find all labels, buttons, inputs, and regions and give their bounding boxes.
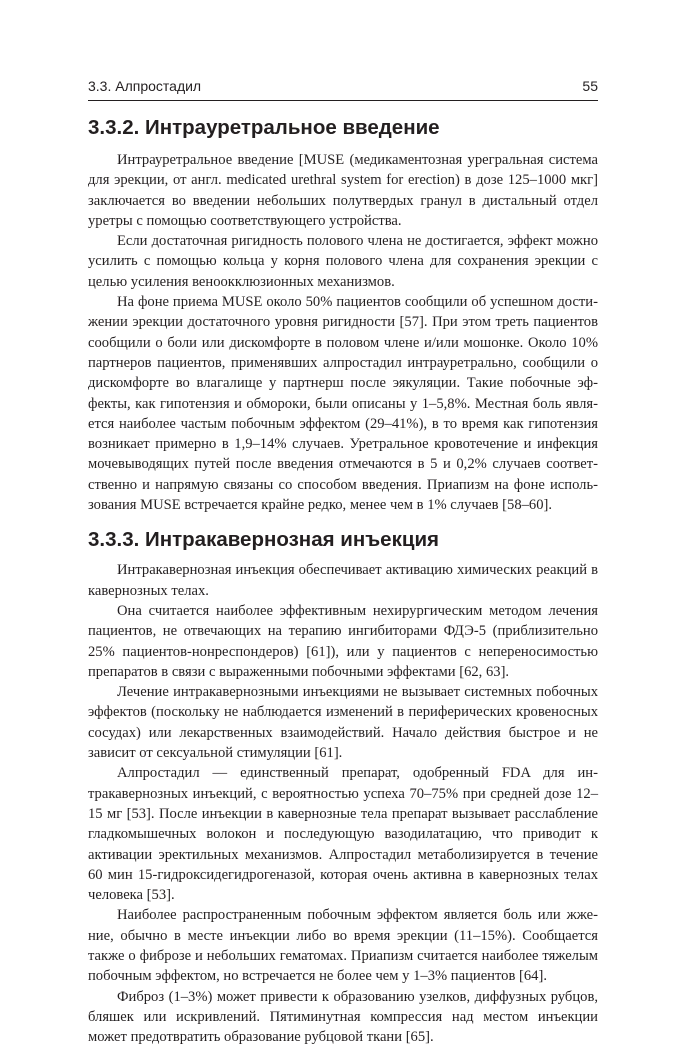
paragraph: Лечение интракавернозными инъекциями не вызывает системных побочных эффектов (поскольку не наблюдается изменений в периферических кровеносных сосудах) или лекарственных взаимодействий. Начало действия быстрое и не зависит от сексуальной стимуляции [61]. <box>88 684 598 762</box>
paragraph: Фиброз (1–3%) может привести к образованию узелков, диффузных рубцов, бляшек или искривлений. Пятиминутная компрессия над местом инъекции может предотвратить образование рубцовой ткани [65]. <box>88 988 598 1046</box>
paragraph: Алпростадил — единственный препарат, одобренный FDA для интракавернозных инъекций, с вероятностью успеха 70–75% при средней дозе 12–15 мг [53]. После инъекции в кавернозные тела препарат вызывает расслабление гладкомышечных волокон и последующую вазодилатацию, что приводит к активации эректильных механизмов. Алпростадил метаболизируется в течение 60 мин 15-гидроксидегидрогеназой, которая очень активна в кавернозных телах человека [53]. <box>88 765 598 904</box>
section-heading-3-3-2: 3.3.2. Интрауретральное введение <box>88 116 440 139</box>
page-content <box>88 111 598 1047</box>
paragraph: Интракавернозная инъекция обеспечивает активацию химических реакций в кавернозных телах. <box>88 562 598 599</box>
paragraph: На фоне приема MUSE около 50% пациентов сообщили об успешном достижении эрекции достаточного уровня ригидности [57]. При этом треть пациентов сообщили о боли или дискомфорте в половом члене и/или мошонке. Около 10% партнеров пациентов, применявших алпростадил интрауретрально, сообщили о дискомфорте во влагалище у партнерш после эякуляции. Такие побочные эффекты, как гипотензия и обмороки, были описаны у 1–5,8%. Местная боль является наиболее частым побочным эффектом (29–41%), в то время как гипотензия возникает примерно в 1,9–14% случаев. Уретральное кровотечение и инфекция мочевыводящих путей после введения отмечаются в 5 и 0,2% случаев соответственно и напрямую связаны со способом введения. Приапизм на фоне использования MUSE встречается крайне редко, менее чем в 1% случаев [58–60]. <box>88 294 598 514</box>
running-header-section: 3.3. Алпростадил <box>88 78 202 94</box>
paragraph: Наиболее распространенным побочным эффектом является боль или жжение, обычно в месте инъекции либо во время эрекции (11–15%). Сообщается также о фиброзе и небольших гематомах. Приапизм считается наиболее тяжелым побочным эффектом, но встречается не более чем у 1–3% пациентов [64]. <box>88 907 598 985</box>
paragraph: Интрауретральное введение [MUSE (медикаментозная урегральная система для эрекции, от англ. medicated urethral system for erection) в дозе 125–1000 мкг] заключается во введении небольших полутвердых гранул в дистальный отдел уретры с помощью соответствующего устройства. <box>88 152 598 229</box>
section-heading-3-3-3: 3.3.3. Интракавернозная инъекция <box>88 528 440 552</box>
paragraph: Она считается наиболее эффективным нехирургическим методом лечения пациентов, не отвечающих на терапию ингибиторами ФДЭ-5 (приблизительно 25% пациентов-нонреспондеров) [61]), или у пациентов с непереносимостью препаратов в связи с выраженными побочными эффектами [62, 63]. <box>88 602 598 680</box>
running-header <box>88 78 598 94</box>
header-rule <box>88 100 598 101</box>
page-number: 55 <box>582 78 598 94</box>
paragraph: Если достаточная ригидность полового члена не достигается, эффект можно усилить с помощью кольца у корня полового члена для сохранения эрекции с целью усиления веноокклюзионных механизмов. <box>88 233 598 290</box>
